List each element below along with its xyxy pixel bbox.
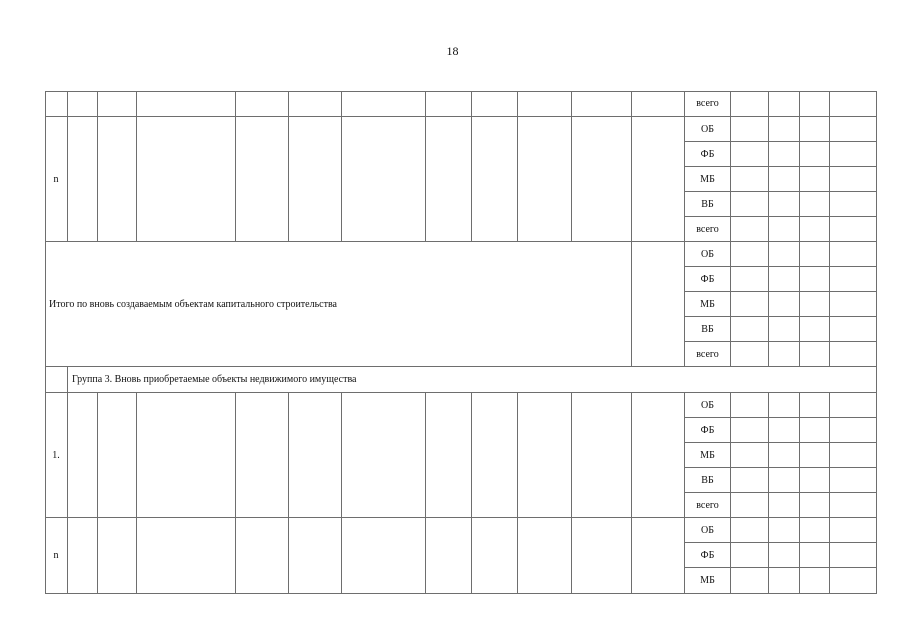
value-cell xyxy=(769,317,800,342)
funding-source-cell: МБ xyxy=(685,568,731,594)
table-cell xyxy=(68,91,98,117)
funding-source-cell: ОБ xyxy=(685,242,731,267)
group-header-cell: Группа 3. Вновь приобретаемые объекты недвижимого имущества xyxy=(68,367,877,393)
value-cell xyxy=(731,217,769,242)
table-cell xyxy=(518,393,572,518)
value-cell xyxy=(769,443,800,468)
value-cell xyxy=(769,217,800,242)
funding-source-cell: МБ xyxy=(685,292,731,317)
funding-source-cell: ВБ xyxy=(685,192,731,217)
value-cell xyxy=(731,468,769,493)
table-cell xyxy=(472,393,518,518)
value-cell xyxy=(800,167,830,192)
value-cell xyxy=(731,167,769,192)
funding-source-cell: ОБ xyxy=(685,393,731,418)
table-cell xyxy=(236,117,289,242)
table-cell xyxy=(632,242,685,367)
value-cell xyxy=(731,117,769,142)
value-cell xyxy=(731,317,769,342)
table-cell xyxy=(137,518,236,594)
table-cell xyxy=(632,91,685,117)
value-cell xyxy=(731,91,769,117)
table-cell xyxy=(68,393,98,518)
total-label-cell: Итого по вновь создаваемым объектам капитального строительства xyxy=(45,242,632,367)
value-cell xyxy=(800,493,830,518)
value-cell xyxy=(731,493,769,518)
table-cell xyxy=(572,117,632,242)
table-cell xyxy=(236,91,289,117)
table-cell xyxy=(518,91,572,117)
table-cell xyxy=(342,518,426,594)
value-cell xyxy=(800,217,830,242)
row-number-cell: n xyxy=(45,117,68,242)
value-cell xyxy=(769,342,800,367)
table-cell xyxy=(342,117,426,242)
table-cell xyxy=(426,393,472,518)
funding-source-cell: МБ xyxy=(685,167,731,192)
value-cell xyxy=(731,418,769,443)
value-cell xyxy=(731,342,769,367)
value-cell xyxy=(830,242,877,267)
table-cell xyxy=(236,393,289,518)
value-cell xyxy=(769,292,800,317)
funding-source-cell: всего xyxy=(685,217,731,242)
value-cell xyxy=(731,393,769,418)
table-cell xyxy=(236,518,289,594)
value-cell xyxy=(830,267,877,292)
value-cell xyxy=(731,292,769,317)
funding-source-cell: МБ xyxy=(685,443,731,468)
table-cell xyxy=(632,117,685,242)
table-cell xyxy=(98,91,137,117)
value-cell xyxy=(800,117,830,142)
table-cell xyxy=(342,393,426,518)
value-cell xyxy=(769,142,800,167)
value-cell xyxy=(769,242,800,267)
value-cell xyxy=(800,317,830,342)
table-cell xyxy=(289,518,342,594)
value-cell xyxy=(800,543,830,568)
value-cell xyxy=(800,192,830,217)
table-cell xyxy=(68,518,98,594)
table-cell xyxy=(572,393,632,518)
value-cell xyxy=(830,91,877,117)
value-cell xyxy=(769,267,800,292)
value-cell xyxy=(769,91,800,117)
value-cell xyxy=(800,418,830,443)
table-cell xyxy=(137,393,236,518)
value-cell xyxy=(800,468,830,493)
value-cell xyxy=(769,418,800,443)
value-cell xyxy=(731,443,769,468)
table-cell xyxy=(342,91,426,117)
value-cell xyxy=(731,242,769,267)
value-cell xyxy=(769,468,800,493)
value-cell xyxy=(800,518,830,543)
value-cell xyxy=(800,568,830,594)
funding-source-cell: ФБ xyxy=(685,142,731,167)
value-cell xyxy=(769,192,800,217)
value-cell xyxy=(731,142,769,167)
value-cell xyxy=(731,267,769,292)
value-cell xyxy=(769,493,800,518)
value-cell xyxy=(830,317,877,342)
value-cell xyxy=(830,142,877,167)
funding-source-cell: ВБ xyxy=(685,468,731,493)
value-cell xyxy=(830,342,877,367)
row-number-cell: 1. xyxy=(45,393,68,518)
table-cell xyxy=(137,91,236,117)
value-cell xyxy=(830,167,877,192)
value-cell xyxy=(830,568,877,594)
funding-source-cell: ФБ xyxy=(685,418,731,443)
value-cell xyxy=(830,518,877,543)
table-cell xyxy=(98,117,137,242)
table-cell xyxy=(426,91,472,117)
value-cell xyxy=(830,192,877,217)
value-cell xyxy=(800,91,830,117)
value-cell xyxy=(769,568,800,594)
value-cell xyxy=(800,242,830,267)
table-cell xyxy=(426,518,472,594)
funding-source-cell: ФБ xyxy=(685,267,731,292)
table-cell xyxy=(137,117,236,242)
funding-source-cell: ОБ xyxy=(685,518,731,543)
value-cell xyxy=(769,518,800,543)
value-cell xyxy=(830,443,877,468)
table-cell xyxy=(45,91,68,117)
value-cell xyxy=(800,267,830,292)
table-cell xyxy=(632,393,685,518)
table-cell xyxy=(472,117,518,242)
table-cell xyxy=(518,117,572,242)
table-cell xyxy=(472,518,518,594)
value-cell xyxy=(731,543,769,568)
funding-source-cell: ОБ xyxy=(685,117,731,142)
table-cell xyxy=(98,393,137,518)
table-cell xyxy=(518,518,572,594)
value-cell xyxy=(800,342,830,367)
table-cell xyxy=(98,518,137,594)
table-cell xyxy=(426,117,472,242)
value-cell xyxy=(800,443,830,468)
value-cell xyxy=(769,543,800,568)
funding-source-cell: ФБ xyxy=(685,543,731,568)
value-cell xyxy=(800,292,830,317)
value-cell xyxy=(830,493,877,518)
table-cell xyxy=(572,91,632,117)
funding-source-cell: всего xyxy=(685,342,731,367)
value-cell xyxy=(769,393,800,418)
value-cell xyxy=(800,142,830,167)
funding-source-cell: всего xyxy=(685,493,731,518)
row-number-cell: n xyxy=(45,518,68,594)
value-cell xyxy=(769,167,800,192)
page-number: 18 xyxy=(446,44,459,58)
value-cell xyxy=(830,292,877,317)
value-cell xyxy=(830,393,877,418)
table-cell xyxy=(289,91,342,117)
table-cell xyxy=(632,518,685,594)
table-cell xyxy=(572,518,632,594)
table-cell xyxy=(472,91,518,117)
table-cell xyxy=(68,117,98,242)
funding-source-cell: ВБ xyxy=(685,317,731,342)
table-cell xyxy=(289,393,342,518)
value-cell xyxy=(830,117,877,142)
value-cell xyxy=(731,518,769,543)
value-cell xyxy=(830,217,877,242)
value-cell xyxy=(830,468,877,493)
value-cell xyxy=(800,393,830,418)
value-cell xyxy=(731,192,769,217)
value-cell xyxy=(769,117,800,142)
table-cell xyxy=(289,117,342,242)
value-cell xyxy=(731,568,769,594)
value-cell xyxy=(830,418,877,443)
table-cell xyxy=(45,367,68,393)
value-cell xyxy=(830,543,877,568)
funding-source-cell: всего xyxy=(685,91,731,117)
